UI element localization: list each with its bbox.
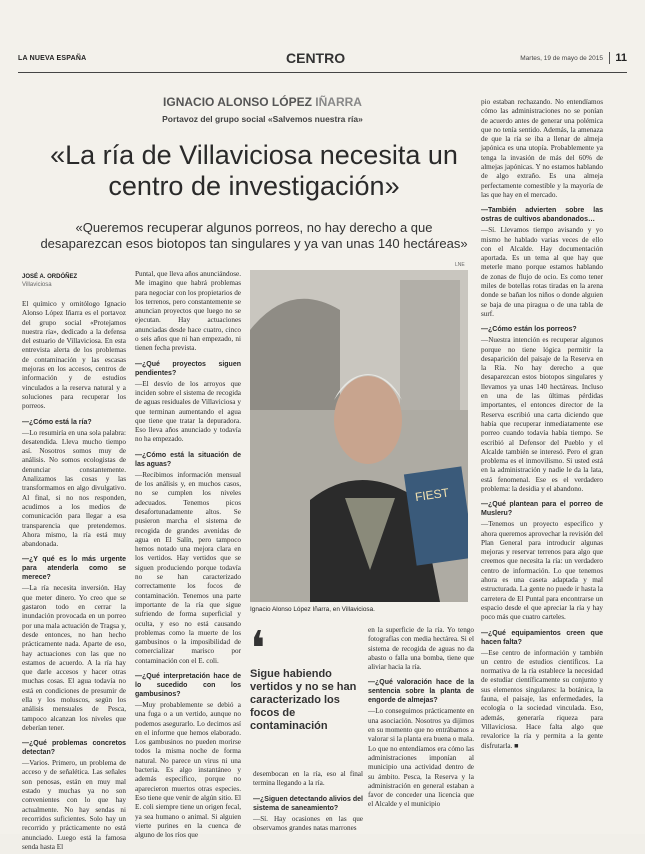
interview-question: —¿Qué plantean para el porreo de Musleru?: [481, 501, 603, 518]
article-paragraph: —Lo conseguimos prácticamente en una asociación. Nosotros ya dijimos en su momento que no entrábamos a valorar si la planta era buena o mala. Lo que no entendíamos era cómo las administraciones imponían al municipio una actividad dentro de su ámbito. Pesca, la Reserva y la administración en general estaban a favor de conceder una licencia que el Alcalde y el municipio: [368, 707, 474, 809]
interview-question: —¿Siguen detectando alivios del sistema de saneamiento?: [253, 795, 363, 812]
portrait-photo: [250, 270, 468, 602]
photo-credit: LNE: [455, 262, 465, 268]
interviewee-role: Portavoz del grupo social «Salvemos nuestra ría»: [162, 114, 363, 124]
article-paragraph: —Muy probablemente se debió a una fuga o a un vertido, aunque no podemos asegurarlo. Lo decimos así en el informe que hemos elaborado. Los gambusinos no pueden morirse todos la misma noche de forma natural. No parece un virus ni una bacteria. Es algo instantáneo y además específico, porque no aparecieron muertos otras especies. Eso tiene que venir de algún sitio. El E. coli siempre tiene un origen fecal, ya sea humano o animal. Si alguien vierte purines en la cuenca de alguno de los ríos que: [135, 700, 241, 840]
interview-question: —¿Qué proyectos siguen pendientes?: [135, 360, 241, 377]
article-paragraph: —Lo resumiría en una sola palabra: desatendida. Lleva mucho tiempo así. Nosotros somos muy de análisis. No somos ecologistas de denunciar constantemente. Analizamos las cosas y las transformamos en algo divulgativo. Al final, si no nos responden, acudimos a los medios de comunicación para llegar a esa transparencia que pretendemos. Ahora mismo, la ría está muy abandonada.: [22, 428, 126, 549]
svg-text:FIEST: FIEST: [414, 485, 450, 505]
article-paragraph: El químico y ornitólogo Ignacio Alonso López Iñarra es el portavoz del grupo social «Protejamos nuestra ría», dedicado a la defensa del estuario de Villaviciosa. En esta entrevista alerta de los problemas de contaminación y las escasas mejoras en los accesos, centros de información y de estudios vinculados a la reserva natural y a soluciones para recuperar los porreos.: [22, 300, 126, 411]
column-c3: [368, 626, 474, 812]
article-paragraph: —La ría necesita inversión. Hay que meter dinero. Yo creo que se gastaron todo en cerrar la inundación provocada en un porreo por una mala actuación de Tragsa y, desde entonces, no han hecho prácticamente nada. Aparte de eso, hay actuaciones con las que no estamos de acuerdo. A la ría hay que darle accesos y hacer otras muchas cosas. El agua todavía no está en condiciones de presumir de ella y los moluscos, según los análisis mensuales de Pesca, tampoco alcanzan los niveles que deberían tener.: [22, 584, 126, 732]
interview-question: —¿Y qué es lo más urgente para atenderla como se merece?: [22, 556, 126, 582]
page-number: 11: [609, 52, 627, 64]
interview-question: —¿Cómo está la situación de las aguas?: [135, 451, 241, 468]
subheadline: «Queremos recuperar algunos porreos, no hay derecho a que desaparezcan esos biotopos tan singulares y ya van unas 140 hectáreas»: [40, 220, 468, 251]
byline: [22, 273, 122, 289]
article-paragraph: —El desvío de los arroyos que inciden sobre el sistema de recogida de aguas residuales de Villaviciosa y que terminan aumentando el agua que tiene que tratar la depuradora. Eso lleva años anunciado y todavía no ha empezado.: [135, 379, 241, 444]
article-paragraph: Puntal, que lleva años anunciándose. Me imagino que habrá problemas para negociar con los propietarios de los terrenos, pero constantemente se anuncian proyectos que luego no se ejecutan. Hay actuaciones anunciadas desde hace cuatro, cinco o seis años que ni han empezado, ni tienen fecha prevista.: [135, 270, 241, 353]
article-paragraph: —Sí. Llevamos tiempo avisando y yo mismo he hablado varias veces de ello con el Alcalde. Hay documentación aportada. Es un tema al que hay que meterle mano porque estamos hablando de zonas de flujo de ocio. Es como tener miles de botellas rotas tiradas en la arena donde se bañan los niños o donde alguien se baja de una piragua o de una tabla de surf.: [481, 226, 603, 318]
interview-question: —¿Qué interpretación hace de lo sucedido con los gambusinos?: [135, 672, 241, 698]
masthead-rule: [18, 72, 627, 73]
article-paragraph: en la superficie de la ría. Yo tengo fotografías con media hectárea. Si el sistema de recogida de aguas no da abasto o falla una bomba, tiene que aliviar hacia la ría.: [368, 626, 474, 672]
interview-question: —¿Qué problemas concretos detectan?: [22, 740, 126, 757]
section-title: CENTRO: [286, 50, 346, 66]
column-d: [481, 98, 603, 753]
interview-question: —¿Qué equipamientos creen que hacen falta?: [481, 629, 603, 646]
column-a: [22, 300, 126, 854]
masthead: [18, 52, 627, 68]
article-paragraph: —Sí. Hay ocasiones en las que observamos grandes natas marrones: [253, 814, 363, 832]
byline-name: JOSÉ A. ORDÓÑEZ: [22, 274, 78, 280]
column-c1: [253, 770, 363, 835]
article-paragraph: desembocan en la ría, eso al final termina llegando a la ría.: [253, 770, 363, 788]
interview-question: —¿Qué valoración hace de la sentencia sobre la planta de engorde de almejas?: [368, 679, 474, 705]
photo-caption: Ignacio Alonso López Iñarra, en Villaviciosa.: [250, 606, 375, 613]
newspaper-brand: LA NUEVA ESPAÑA: [18, 55, 87, 62]
quote-mark-icon: ❛: [250, 623, 266, 676]
interviewee-first: IGNACIO ALONSO LÓPEZ: [163, 95, 312, 109]
byline-place: Villaviciosa: [22, 282, 52, 288]
column-b: [135, 270, 241, 842]
article-paragraph: —Recibimos información mensual de los análisis y, en muchos casos, no se cumplen los niveles adecuados. Tenemos picos desafortunadamente altos. Se pusieron marcha el sistema de recogida de grandes avenidas de agua en El Salín, pero tampoco hemos notado una mejora clara en los vertidos. Hay vertidos que se siguen produciendo porque todavía no se han caracterizado correctamente los focos de contaminación. Tenemos una parte importante de la ría que sigue sufriendo de forma superficial y oculta, y eso no está causando problemas como la muerte de los gambusinos o la imposibilidad de comercializar marisco por contaminación con el E. coli.: [135, 470, 241, 665]
article-paragraph: pio estaban rechazando. No entendíamos cómo las administraciones no se ponían de acuerdo antes de generar una polémica que no tenía sentido. Además, la amenaza de que la ría se iba a llenar de almeja japónica es una utopía. Probablemente ya tenga la invasión de más del 60% de almejas japónicas. Y no estamos hablando de algo extraño. Es una almeja perfectamente comestible y la mayoría de las que hay en el mercado.: [481, 98, 603, 199]
article-paragraph: —Varios. Primero, un problema de acceso y de señalética. Las señales son penosas, están en muy mal estado y muchas ya no son convenientes con lo que hay actualmente. No hay sendas ni recorridos suficientes. Solo hay un recorrido y prácticamente no está anunciado. Luego está la famosa senda hasta El: [22, 759, 126, 851]
interview-question: —También advierten sobre las ostras de cultivos abandonados…: [481, 207, 603, 224]
article-paragraph: —Tenemos un proyecto específico y ahora queremos aprovechar la revisión del Plan General para introducir algunas mejoras y reservar terrenos para algo que creemos que necesita la ría: un verdadero centro de información. Lo que tenemos ahora es una caseta adaptada y mal estructurada. La gente no puede ir hasta la carretera de El Puntal para encontrarse un espacio desde el que apreciar la ría y hay poco más que cuatro carteles.: [481, 520, 603, 622]
interviewee-last: IÑARRA: [315, 95, 362, 109]
headline: «La ría de Villaviciosa necesita un centro de investigación»: [50, 140, 458, 201]
article-paragraph: —Nuestra intención es recuperar algunos porque no tiene lógica permitir la desaparición del paisaje de la Reserva en la Ría. No hay derecho a que desaparezcan estos biotopos singulares y llevamos ya unas 140 hectáreas. Incluso en una de las últimas pérdidas importantes, el entonces director de la Reserva escribió una carta diciendo que había que recuperar inmediatamente ese porreo cuando todavía había tiempo. Se escribió al Defensor del Pueblo y el Alcalde también se interesó. Pero el gran problema es el inmovilismo. Si usted está en la administración y nadie le da la lata, está fenomenal. Ese es el verdadero problema: la desidia y el abandono.: [481, 336, 603, 493]
pull-quote: Sigue habiendo vertidos y no se han caracterizado los focos de contaminación: [250, 668, 357, 732]
issue-date: Martes, 19 de mayo de 2015: [520, 55, 603, 62]
article-paragraph: —Ese centro de información y también un centro de estudios científicos. La normativa de la ría establece la necesidad de estudiar científicamente su conjunto y sus elementos singulares: la botánica, la fauna, el paisaje, las enfermedades, la ecología o la sociedad vinculada. Eso, además, generaría riqueza para Villaviciosa. Hace falta algo que revalorice la ría y permita a la gente disfrutarla. ■: [481, 648, 603, 750]
interviewee-name: [0, 95, 525, 109]
interview-question: —¿Cómo está la ría?: [22, 418, 92, 426]
interview-question: —¿Cómo están los porreos?: [481, 326, 577, 334]
portrait-illustration: [250, 270, 468, 602]
